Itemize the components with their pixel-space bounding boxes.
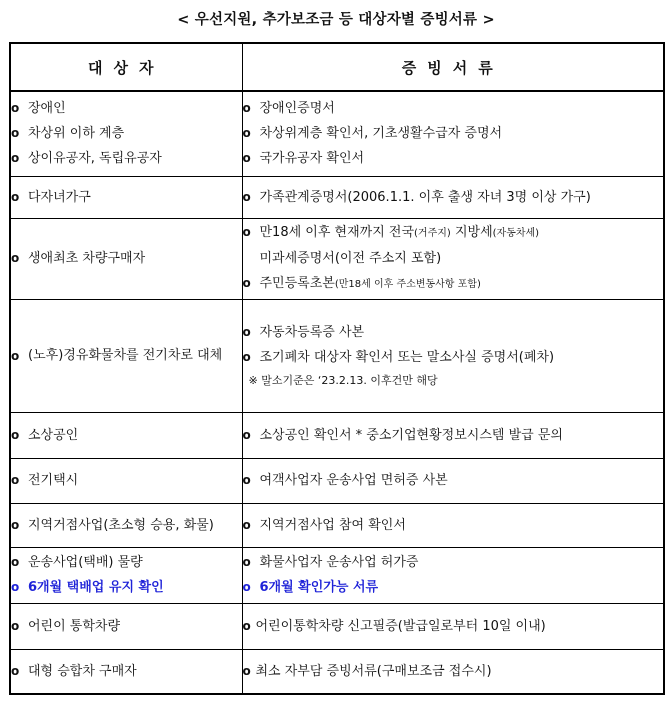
bullet-icon: o bbox=[11, 555, 20, 569]
table-row bbox=[10, 299, 664, 412]
document-item bbox=[243, 468, 664, 493]
target-item bbox=[11, 614, 242, 639]
target-cell bbox=[10, 603, 242, 649]
document-continuation: 미과세증명서(이전 주소지 포함) bbox=[259, 251, 442, 266]
bullet-icon: o bbox=[11, 126, 20, 141]
target-cell bbox=[10, 649, 242, 694]
bullet-icon: o bbox=[11, 618, 20, 633]
documents-cell bbox=[242, 547, 664, 603]
document-item bbox=[243, 121, 664, 146]
document-item bbox=[243, 220, 664, 246]
document-item bbox=[243, 345, 664, 370]
target-item bbox=[11, 96, 242, 121]
documents-cell bbox=[242, 503, 664, 547]
documents-cell bbox=[242, 458, 664, 503]
target-text: 다자녀가구 bbox=[28, 189, 91, 205]
target-cell bbox=[10, 218, 242, 299]
document-item bbox=[243, 271, 664, 297]
documents-cell bbox=[242, 649, 664, 694]
bullet-icon: o bbox=[242, 555, 251, 569]
target-cell bbox=[10, 503, 242, 547]
document-text: 자동차등록증 사본 bbox=[259, 324, 365, 340]
document-text: 지방세 bbox=[450, 225, 493, 240]
document-text: 최소 자부담 증빙서류(구매보조금 접수시) bbox=[255, 663, 492, 679]
target-text: 6개월 택배업 유지 확인 bbox=[28, 580, 164, 595]
bullet-icon: o bbox=[242, 101, 251, 116]
target-cell bbox=[10, 299, 242, 412]
target-cell bbox=[10, 91, 242, 176]
target-item bbox=[11, 550, 242, 575]
document-item bbox=[243, 423, 664, 448]
bullet-icon: o bbox=[11, 473, 20, 487]
document-item bbox=[243, 659, 664, 684]
documents-table bbox=[9, 42, 665, 695]
bullet-icon: o bbox=[242, 126, 251, 141]
bullet-icon: o bbox=[242, 349, 251, 364]
bullet-icon: o bbox=[11, 517, 20, 532]
document-text: 국가유공자 확인서 bbox=[259, 151, 365, 167]
table-row bbox=[10, 503, 664, 547]
target-item bbox=[11, 344, 242, 368]
target-text: 지역거점사업(초소형 승용, 화물) bbox=[28, 517, 214, 533]
bullet-icon: o bbox=[242, 580, 251, 594]
document-item bbox=[243, 96, 664, 121]
target-text: 전기택시 bbox=[28, 473, 79, 488]
target-text: 생애최초 차량구매자 bbox=[28, 251, 146, 266]
bullet-icon: o bbox=[242, 324, 251, 339]
document-item bbox=[243, 513, 664, 538]
documents-cell bbox=[242, 176, 664, 218]
document-text: 장애인증명서 bbox=[259, 101, 335, 117]
table-row bbox=[10, 218, 664, 299]
bullet-icon: o bbox=[242, 663, 251, 678]
bullet-icon: o bbox=[11, 151, 20, 166]
document-text: 화물사업자 운송사업 허가증 bbox=[259, 555, 419, 570]
target-cell bbox=[10, 412, 242, 458]
bullet-icon: o bbox=[11, 663, 20, 678]
target-item bbox=[11, 513, 242, 538]
target-item bbox=[11, 146, 242, 171]
target-item-emphasis bbox=[11, 575, 242, 600]
bullet-icon: o bbox=[242, 618, 251, 633]
page-title: < 우선지원, 추가보조금 등 대상자별 증빙서류 > bbox=[177, 12, 495, 28]
document-text: 6개월 확인가능 서류 bbox=[259, 580, 379, 595]
bullet-icon: o bbox=[242, 427, 251, 442]
target-item bbox=[11, 185, 242, 210]
target-cell bbox=[10, 176, 242, 218]
target-text: 상이유공자, 독립유공자 bbox=[28, 151, 162, 167]
document-subtext: (자동차세) bbox=[492, 228, 540, 239]
document-text: 어린이통학차량 신고필증(발급일로부터 10일 이내) bbox=[255, 618, 546, 634]
bullet-icon: o bbox=[11, 427, 20, 442]
note-text: ※ 말소기준은 ‘23.2.13. 이후건만 해당 bbox=[248, 373, 438, 387]
target-item bbox=[11, 468, 242, 493]
table-header-row bbox=[10, 43, 664, 91]
documents-cell bbox=[242, 603, 664, 649]
bullet-icon: o bbox=[242, 225, 251, 239]
bullet-icon: o bbox=[242, 473, 251, 487]
target-text: 운송사업(택배) 물량 bbox=[28, 555, 143, 570]
bullet-icon: o bbox=[242, 189, 251, 204]
document-subtext: (만18세 이후 주소변동사항 포함) bbox=[334, 279, 481, 290]
document-text: 지역거점사업 참여 확인서 bbox=[259, 517, 406, 533]
documents-cell bbox=[242, 91, 664, 176]
bullet-icon: o bbox=[242, 517, 251, 532]
target-cell bbox=[10, 458, 242, 503]
documents-cell bbox=[242, 218, 664, 299]
target-text: 어린이 통학차량 bbox=[28, 618, 121, 634]
target-text: 차상위 이하 계층 bbox=[28, 126, 125, 142]
header-documents: 증빙서류 bbox=[242, 43, 664, 91]
target-item bbox=[11, 659, 242, 684]
table-row bbox=[10, 412, 664, 458]
target-text: (노후)경유화물차를 전기차로 대체 bbox=[28, 347, 223, 363]
target-item bbox=[11, 246, 242, 271]
document-text: 차상위계층 확인서, 기초생활수급자 증명서 bbox=[259, 126, 503, 142]
table-row bbox=[10, 91, 664, 176]
document-text: 가족관계증명서(2006.1.1. 이후 출생 자녀 3명 이상 가구) bbox=[259, 189, 591, 205]
target-item bbox=[11, 121, 242, 146]
document-text: 만18세 이후 현재까지 전국 bbox=[259, 225, 415, 240]
document-item bbox=[243, 146, 664, 171]
bullet-icon: o bbox=[11, 348, 20, 363]
table-row bbox=[10, 603, 664, 649]
bullet-icon: o bbox=[11, 251, 20, 265]
document-text: 소상공인 확인서 * 중소기업현황정보시스템 발급 문의 bbox=[259, 427, 563, 443]
bullet-icon: o bbox=[11, 189, 20, 204]
bullet-icon: o bbox=[242, 276, 251, 290]
target-text: 소상공인 bbox=[28, 427, 79, 443]
header-target: 대상자 bbox=[10, 43, 242, 91]
bullet-icon: o bbox=[11, 580, 20, 594]
target-item bbox=[11, 423, 242, 448]
documents-cell bbox=[242, 299, 664, 412]
table-row bbox=[10, 458, 664, 503]
document-item bbox=[243, 320, 664, 345]
document-text: 주민등록초본 bbox=[259, 276, 335, 291]
table-row bbox=[10, 649, 664, 694]
document-item bbox=[243, 550, 664, 575]
document-text: 여객사업자 운송사업 면허증 사본 bbox=[259, 473, 448, 488]
table-row bbox=[10, 547, 664, 603]
bullet-icon: o bbox=[11, 101, 20, 116]
document-item bbox=[243, 614, 664, 639]
target-text: 장애인 bbox=[28, 101, 66, 117]
document-subtext: (거주지) bbox=[414, 228, 451, 239]
bullet-icon: o bbox=[242, 151, 251, 166]
document-item bbox=[243, 185, 664, 210]
document-item-emphasis bbox=[243, 575, 664, 600]
target-cell bbox=[10, 547, 242, 603]
target-text: 대형 승합차 구매자 bbox=[28, 663, 137, 679]
documents-cell bbox=[242, 412, 664, 458]
table-row bbox=[10, 176, 664, 218]
document-text: 조기폐차 대상자 확인서 또는 말소사실 증명서(폐차) bbox=[259, 349, 555, 365]
